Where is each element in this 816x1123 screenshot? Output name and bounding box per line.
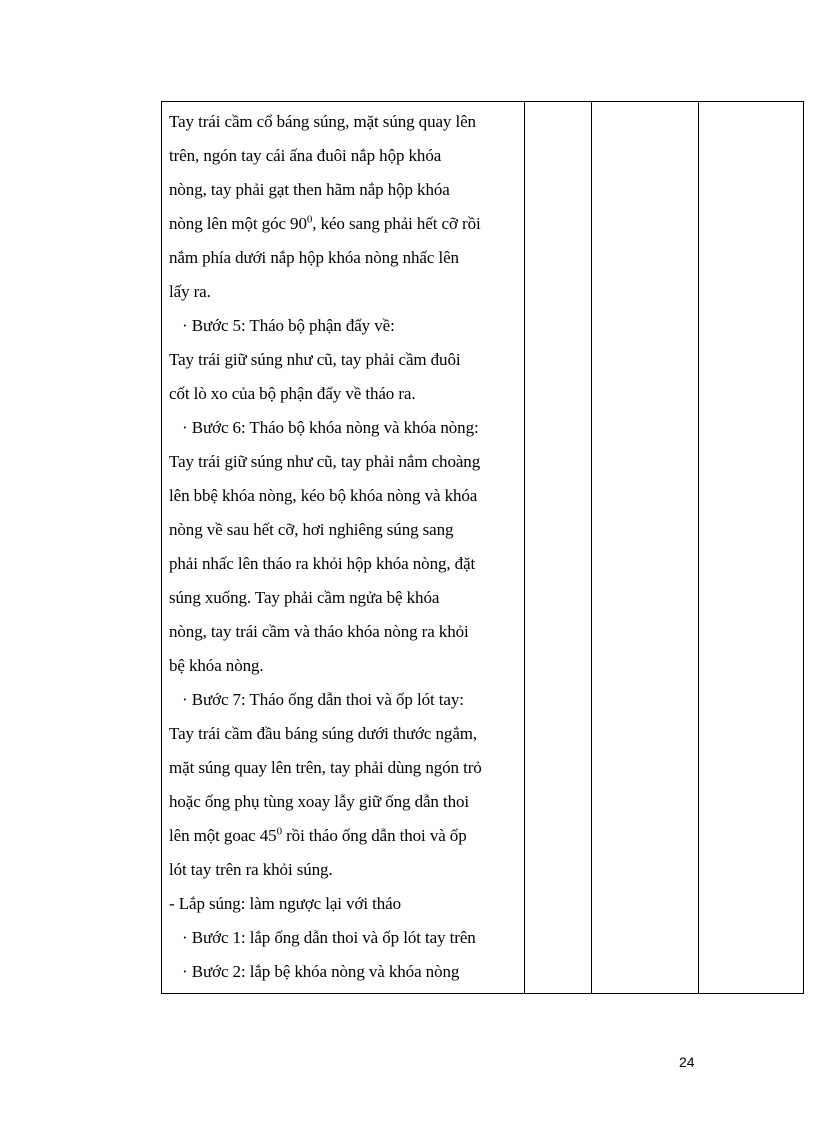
text-segment: , kéo sang phải hết cỡ rồi <box>312 214 481 233</box>
text-line: Tay trái giữ súng như cũ, tay phải nắm choàng <box>169 452 481 471</box>
text-line: súng xuống. Tay phải cầm ngửa bệ khóa <box>169 588 440 607</box>
empty-cell <box>699 102 804 994</box>
degree-superscript: 0 <box>276 825 282 838</box>
text-line: Tay trái cầm đầu báng súng dưới thước ngắm, <box>169 724 478 743</box>
text-line: nòng về sau hết cỡ, hơi nghiêng súng sang <box>169 520 454 539</box>
table-row <box>162 102 804 994</box>
content-table <box>161 101 804 994</box>
text-line <box>169 207 520 241</box>
step-heading: · Bước 1: lắp ống dẫn thoi và ốp lót tay trên <box>182 928 476 947</box>
page-number: 24 <box>679 1054 695 1070</box>
text-line: Tay trái giữ súng như cũ, tay phải cầm đuôi <box>169 350 461 369</box>
section-heading: - Lắp súng: làm ngược lại với tháo <box>169 894 401 913</box>
text-line: mặt súng quay lên trên, tay phải dùng ngón trỏ <box>169 758 482 777</box>
step-heading: · Bước 6: Tháo bộ khóa nòng và khóa nòng: <box>182 418 479 437</box>
empty-cell <box>592 102 699 994</box>
text-block <box>162 102 524 989</box>
text-line: nòng, tay phải gạt then hãm nắp hộp khóa <box>169 180 450 199</box>
empty-cell <box>525 102 592 994</box>
text-line: bệ khóa nòng. <box>169 656 264 675</box>
text-segment: lên một goac 45 <box>169 826 277 845</box>
text-segment: nòng lên một góc 90 <box>169 214 307 233</box>
degree-superscript: 0 <box>306 213 313 226</box>
text-line: lấy ra. <box>169 282 211 301</box>
step-heading: · Bước 2: lắp bệ khóa nòng và khóa nòng <box>182 962 460 981</box>
text-cell <box>162 102 525 994</box>
text-line: Tay trái cầm cổ báng súng, mặt súng quay lên <box>169 112 476 131</box>
text-line: phải nhấc lên tháo ra khỏi hộp khóa nòng, đặt <box>169 554 476 573</box>
text-line: trên, ngón tay cái ấna đuôi nắp hộp khóa <box>169 146 442 165</box>
text-line: nắm phía dưới nắp hộp khóa nòng nhấc lên <box>169 248 459 267</box>
text-line: hoặc ống phụ tùng xoay lẫy giữ ống dẫn thoi <box>169 792 470 811</box>
text-segment: rồi tháo ống dẫn thoi và ốp <box>281 826 467 845</box>
text-line: cốt lò xo của bộ phận đẩy về tháo ra. <box>169 384 416 403</box>
text-line: nòng, tay trái cầm và tháo khóa nòng ra khỏi <box>169 622 469 641</box>
text-line: lên bbệ khóa nòng, kéo bộ khóa nòng và khóa <box>169 486 478 505</box>
text-line <box>169 819 520 853</box>
step-heading: · Bước 5: Tháo bộ phận đẩy về: <box>182 316 395 335</box>
text-line: lót tay trên ra khỏi súng. <box>169 860 333 879</box>
step-heading: · Bước 7: Tháo ống dẫn thoi và ốp lót tay: <box>182 690 464 709</box>
